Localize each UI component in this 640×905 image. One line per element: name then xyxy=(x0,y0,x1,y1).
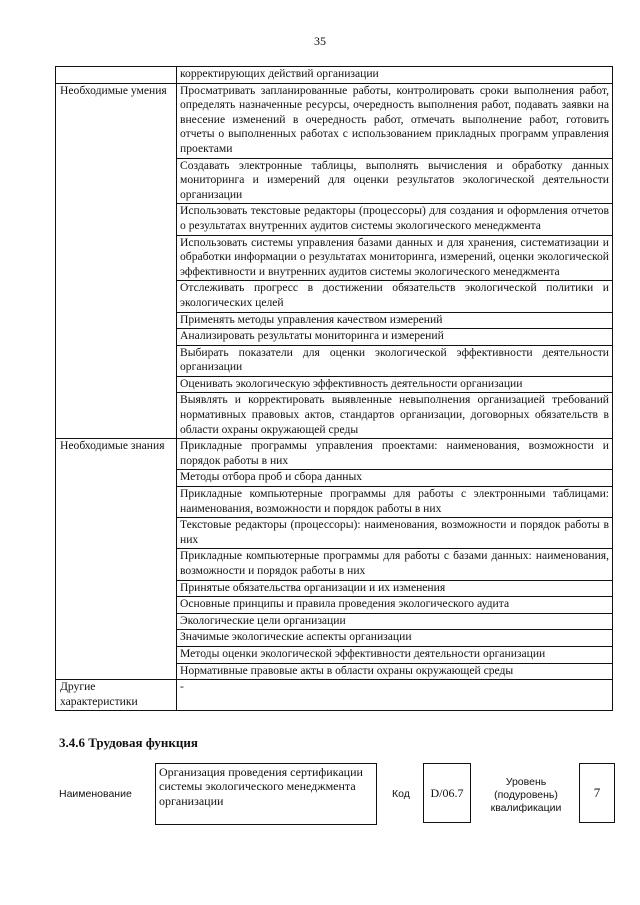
other-characteristics-label: Другие характеристики xyxy=(56,680,177,711)
page-number: 35 xyxy=(314,34,326,48)
code-box: D/06.7 xyxy=(423,763,471,823)
knowledge-item: Экологические цели организации xyxy=(177,613,613,630)
knowledge-item: Прикладные компьютерные программы для работы с базами данных: наименования, возможности и порядок работы в них xyxy=(177,549,613,580)
knowledge-item: Методы отбора проб и сбора данных xyxy=(177,470,613,487)
knowledge-item: Методы оценки экологической эффективности деятельности организации xyxy=(177,646,613,663)
empty-label-cell xyxy=(56,67,177,84)
table-row xyxy=(56,680,613,711)
table-row xyxy=(56,83,613,158)
other-characteristics-value: - xyxy=(177,680,613,711)
function-name-box: Организация проведения сертификации системы экологического менеджмента организации xyxy=(155,763,377,825)
qualification-level-box: 7 xyxy=(579,763,615,823)
table-row xyxy=(56,439,613,470)
skill-item: Анализировать результаты мониторинга и измерений xyxy=(177,329,613,346)
skill-item: Просматривать запланированные работы, контролировать сроки выполнения работ, определять назначенные ресурсы, очередность выполнения работ, подавать заявки на внесение изменений в очередность работ, отмечать выполнение работ, готовить отчеты о выполненных работах с использованием прикладных программ управления проектами xyxy=(177,83,613,158)
skill-item: Использовать системы управления базами данных и для хранения, систематизации и обработки информации о результатах мониторинга, измерений, оценки экологической эффективности и внутренних аудитов системы экологического менеджмента xyxy=(177,235,613,281)
table-row xyxy=(56,67,613,84)
skill-item: Создавать электронные таблицы, выполнять вычисления и обработку данных мониторинга и измерений для оценки результатов экологической деятельности организации xyxy=(177,158,613,204)
skill-item: Отслеживать прогресс в достижении обязательств экологической политики и экологических целей xyxy=(177,281,613,312)
requirements-table xyxy=(55,66,613,711)
skill-item: Выявлять и корректировать выявленные невыполнения организацией требований нормативных правовых актов, стандартов организации, договорных обязательств в области охраны окружающей среды xyxy=(177,393,613,439)
knowledge-label: Необходимые знания xyxy=(56,439,177,680)
continuation-cell: корректирующих действий организации xyxy=(177,67,613,84)
skill-item: Выбирать показатели для оценки экологической эффективности деятельности организации xyxy=(177,345,613,376)
skills-label: Необходимые умения xyxy=(56,83,177,439)
knowledge-item: Основные принципы и правила проведения экологического аудита xyxy=(177,597,613,614)
skill-item: Применять методы управления качеством измерений xyxy=(177,312,613,329)
skill-item: Оценивать экологическую эффективность деятельности организации xyxy=(177,376,613,393)
section-heading: 3.4.6 Трудовая функция xyxy=(59,735,198,750)
knowledge-item: Прикладные программы управления проектами: наименования, возможности и порядок работы в них xyxy=(177,439,613,470)
knowledge-item: Нормативные правовые акты в области охраны окружающей среды xyxy=(177,663,613,680)
code-label: Код xyxy=(392,788,410,800)
knowledge-item: Значимые экологические аспекты организации xyxy=(177,630,613,647)
knowledge-item: Текстовые редакторы (процессоры): наименования, возможности и порядок работы в них xyxy=(177,518,613,549)
skill-item: Использовать текстовые редакторы (процессоры) для создания и оформления отчетов о результатах внутренних аудитов системы экологического менеджмента xyxy=(177,204,613,235)
name-label: Наименование xyxy=(59,788,132,800)
knowledge-item: Прикладные компьютерные программы для работы с электронными таблицами: наименования, возможности и порядок работы в них xyxy=(177,487,613,518)
qualification-level-label: Уровень (подуровень) квалификации xyxy=(490,776,562,814)
labor-function-header xyxy=(0,762,640,824)
knowledge-item: Принятые обязательства организации и их изменения xyxy=(177,580,613,597)
